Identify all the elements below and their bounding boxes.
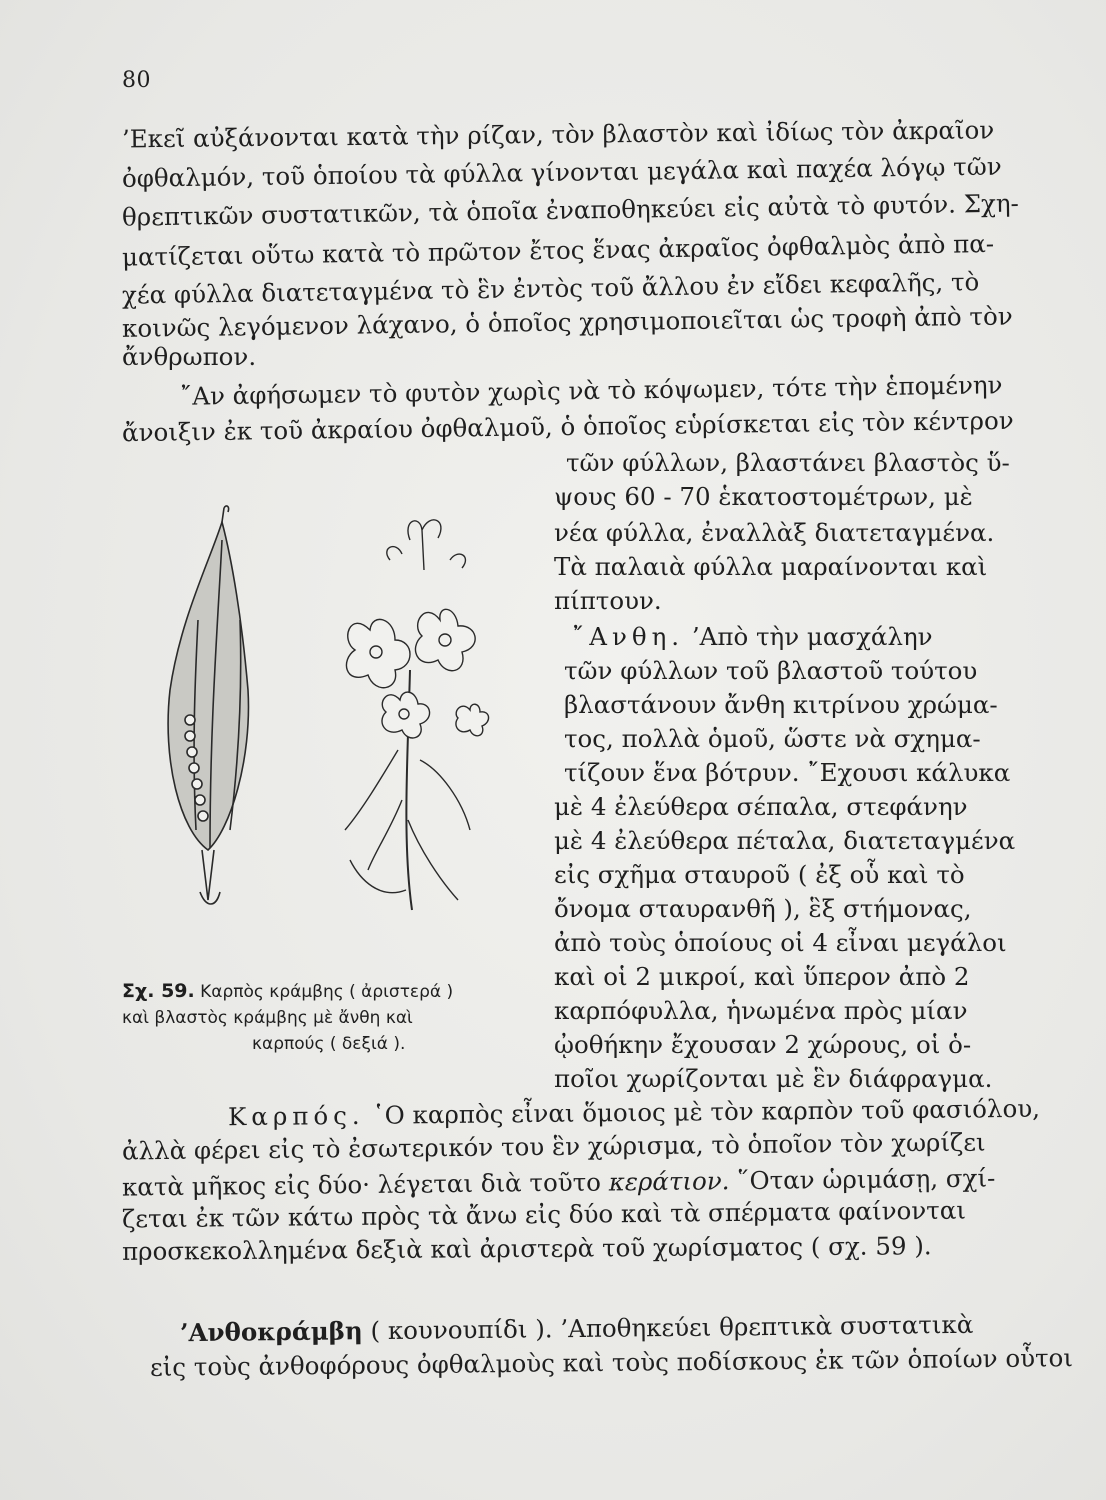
term-keration: κεράτιον.	[608, 1166, 730, 1197]
text-line: ἄνοιξιν ἐκ τοῦ ἀκραίου ὀφθαλμοῦ, ὁ ὁποῖος εὑρίσκεται εἰς τὸν κέντρον	[121, 405, 1014, 448]
figure-number: Σχ. 59.	[122, 980, 195, 1002]
text-line	[121, 114, 995, 157]
text-line: ποῖοι χωρίζονται μὲ ἓν διάφραγμα.	[554, 1064, 993, 1093]
text-line: Τὰ παλαιὰ φύλλα μαραίνονται καὶ	[554, 552, 988, 581]
text-line: μὲ 4 ἐλεύθερα σέπαλα, στεφάνην	[554, 792, 968, 821]
text-line: ματίζεται οὕτω κατὰ τὸ πρῶτον ἔτος ἕνας ἀκραῖος ὀφθαλμὸς ἀπὸ πα-	[121, 228, 995, 272]
text-line: ὄνομα σταυρανθῆ ), ἓξ στήμονας,	[554, 894, 972, 923]
text-line: βλαστάνουν ἄνθη κιτρίνου χρώμα-	[564, 690, 998, 719]
flowering-stem-drawing	[345, 520, 489, 910]
text-line: χέα φύλλα διατεταγμένα τὸ ἓν ἐντὸς τοῦ ἄλλου ἐν εἴδει κεφαλῆς, τὸ	[121, 267, 980, 310]
text-line: νέα φύλλα, ἐναλλὰξ διατεταγμένα.	[554, 518, 995, 547]
text-line: μὲ 4 ἐλεύθερα πέταλα, διατεταγμένα	[554, 826, 1016, 855]
text-span: ’Εκεῖ αὐξάνονται κατὰ τὴν ρίζαν, τὸν βλαστὸν καὶ ἰδίως τὸν ἀκραῖον	[121, 115, 995, 154]
text-line: προσκεκολλημένα δεξιὰ καὶ ἀριστερὰ τοῦ χωρίσματος ( σχ. 59 ).	[121, 1231, 932, 1266]
text-line: τῶν φύλλων, βλαστάνει βλαστὸς ὕ-	[566, 448, 1010, 477]
text-line: τίζουν ἕνα βότρυν. ῎Εχουσι κάλυκα	[564, 758, 1011, 787]
caption-text: Καρπὸς κράμβης ( ἀριστερά )	[200, 982, 454, 1002]
seed-pod-drawing	[168, 506, 248, 904]
text-line: πίπτουν.	[554, 586, 662, 615]
figure-59-illustration	[140, 500, 540, 960]
text-line: καὶ οἱ 2 μικροί, καὶ ὕπερον ἀπὸ 2	[554, 962, 970, 991]
text-line: εἰς τοὺς ἀνθοφόρους ὀφθαλμοὺς καὶ τοὺς ποδίσκους ἐκ τῶν ὁποίων οὗτοι	[149, 1343, 1074, 1382]
figure-caption	[122, 978, 562, 1057]
text-line: κοινῶς λεγόμενον λάχανο, ὁ ὁποῖος χρησιμοποιεῖται ὡς τροφὴ ἀπὸ τὸν	[121, 301, 1013, 343]
section-heading-anthi: ῎Ανθη.	[572, 622, 685, 651]
section-heading-anthokrambi: ’Ανθοκράμβη	[179, 1316, 363, 1348]
cabbage-drawing	[140, 500, 540, 960]
caption-line: καὶ βλαστὸς κράμβης μὲ ἄνθη καὶ	[122, 1008, 413, 1028]
text-line: ἀλλὰ φέρει εἰς τὸ ἐσωτερικόν του ἓν χώρισμα, τὸ ὁποῖον τὸν χωρίζει	[121, 1127, 986, 1166]
text-line: ζεται ἐκ τῶν κάτω πρὸς τὰ ἄνω εἰς δύο καὶ τὰ σπέρματα φαίνονται	[121, 1195, 967, 1234]
caption-line	[122, 978, 562, 1005]
text-line: ἄνθρωπον.	[122, 342, 257, 371]
section-line-anthi	[572, 620, 933, 654]
section-heading-karpos: Καρπός.	[227, 1100, 365, 1132]
caption-line: καρπούς ( δεξιά ).	[252, 1034, 406, 1054]
text-line: ᾠοθήκην ἔχουσαν 2 χώρους, οἱ ὁ-	[554, 1030, 972, 1059]
text-line: καρπόφυλλα, ἡνωμένα πρὸς μίαν	[554, 996, 968, 1025]
text-span: κατὰ μῆκος εἰς δύο· λέγεται διὰ τοῦτο	[121, 1167, 602, 1202]
text-span: ῞Οταν ὡριμάσῃ, σχί-	[737, 1163, 996, 1196]
text-line: ῎Αν ἀφήσωμεν τὸ φυτὸν χωρὶς νὰ τὸ κόψωμεν, τότε τὴν ἑπομένην	[179, 370, 1003, 411]
text-line: ψους 60 - 70 ἑκατοστομέτρων, μὲ	[554, 482, 973, 511]
text-line: εἰς σχῆμα σταυροῦ ( ἐξ οὗ καὶ τὸ	[554, 860, 965, 889]
text-line: θρεπτικῶν συστατικῶν, τὰ ὁποῖα ἐναποθηκεύει εἰς αὐτὰ τὸ φυτόν. Σχη-	[121, 188, 1020, 232]
text-line: ὀφθαλμόν, τοῦ ὁποίου τὰ φύλλα γίνονται μεγάλα καὶ παχέα λόγῳ τῶν	[121, 151, 1002, 193]
text-line: τῶν φύλλων τοῦ βλαστοῦ τούτου	[564, 656, 978, 685]
text-line: ἀπὸ τοὺς ὁποίους οἱ 4 εἶναι μεγάλοι	[554, 928, 1007, 957]
text-span: ’Απὸ τὴν μασχάλην	[691, 622, 933, 651]
text-span: ( κουνουπίδι ). ’Αποθηκεύει θρεπτικὰ συστατικὰ	[370, 1309, 974, 1346]
text-line: τος, πολλὰ ὁμοῦ, ὥστε νὰ σχημα-	[564, 724, 981, 753]
text-span: ῾Ο καρπὸς εἶναι ὅμοιος μὲ τὸν καρπὸν τοῦ φασιόλου,	[372, 1093, 1041, 1130]
page-number: 80	[122, 68, 151, 93]
